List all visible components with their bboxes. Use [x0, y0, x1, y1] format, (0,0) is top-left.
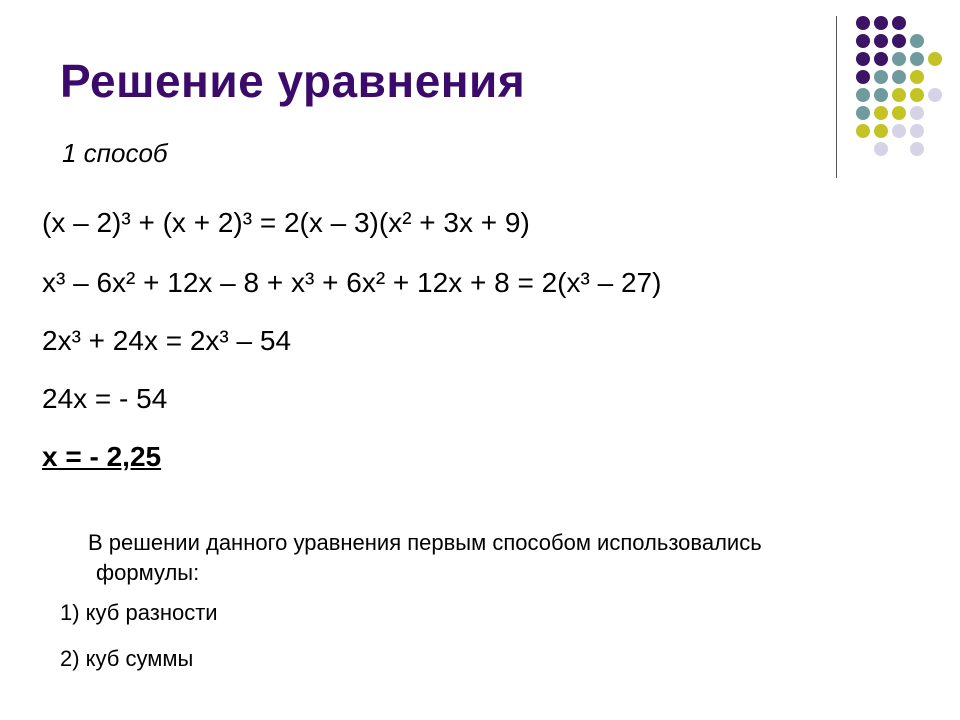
- equation-line-4: 24x = - 54: [42, 383, 168, 414]
- formula-item-2: 2) куб суммы: [60, 646, 194, 671]
- decorative-dot: [892, 34, 906, 48]
- decorative-dot: [892, 52, 906, 66]
- note-line-2: формулы:: [96, 560, 200, 585]
- decorative-dot: [910, 52, 924, 66]
- decorative-dot: [874, 124, 888, 138]
- decorative-dot: [910, 106, 924, 120]
- equation-line-1: (x – 2)³ + (x + 2)³ = 2(x – 3)(x² + 3x + 9): [42, 207, 530, 238]
- slide-title: Решение уравнения: [60, 55, 526, 107]
- divider-line: [836, 16, 837, 178]
- decorative-dot: [892, 124, 906, 138]
- formula-item-1: 1) куб разности: [60, 600, 218, 625]
- decorative-dot: [928, 52, 942, 66]
- decorative-dot: [856, 70, 870, 84]
- decorative-dot-grid: [848, 12, 948, 162]
- decorative-dot: [874, 106, 888, 120]
- decorative-dot: [856, 106, 870, 120]
- note-line-1: В решении данного уравнения первым способом использовались: [88, 530, 762, 555]
- decorative-dot: [856, 16, 870, 30]
- decorative-dot: [874, 70, 888, 84]
- decorative-dot: [928, 88, 942, 102]
- decorative-dot: [910, 70, 924, 84]
- decorative-dot: [892, 88, 906, 102]
- decorative-dot: [892, 16, 906, 30]
- decorative-dot: [874, 34, 888, 48]
- slide-subtitle: 1 способ: [62, 138, 168, 168]
- decorative-dot: [910, 34, 924, 48]
- decorative-dot: [856, 124, 870, 138]
- equation-line-2: x³ – 6x² + 12x – 8 + x³ + 6x² + 12x + 8 = 2(x³ – 27): [42, 267, 662, 298]
- equation-line-3: 2x³ + 24x = 2x³ – 54: [42, 325, 292, 356]
- equation-answer: x = - 2,25: [42, 441, 162, 472]
- decorative-dot: [892, 70, 906, 84]
- decorative-dot: [892, 106, 906, 120]
- decorative-dot: [856, 34, 870, 48]
- explanation-note: [88, 528, 848, 588]
- decorative-dot: [874, 88, 888, 102]
- decorative-dot: [874, 52, 888, 66]
- decorative-dot: [874, 16, 888, 30]
- decorative-dot: [874, 142, 888, 156]
- decorative-dot: [910, 88, 924, 102]
- decorative-dot: [856, 88, 870, 102]
- decorative-dot: [856, 52, 870, 66]
- decorative-dot: [910, 142, 924, 156]
- decorative-dot: [910, 124, 924, 138]
